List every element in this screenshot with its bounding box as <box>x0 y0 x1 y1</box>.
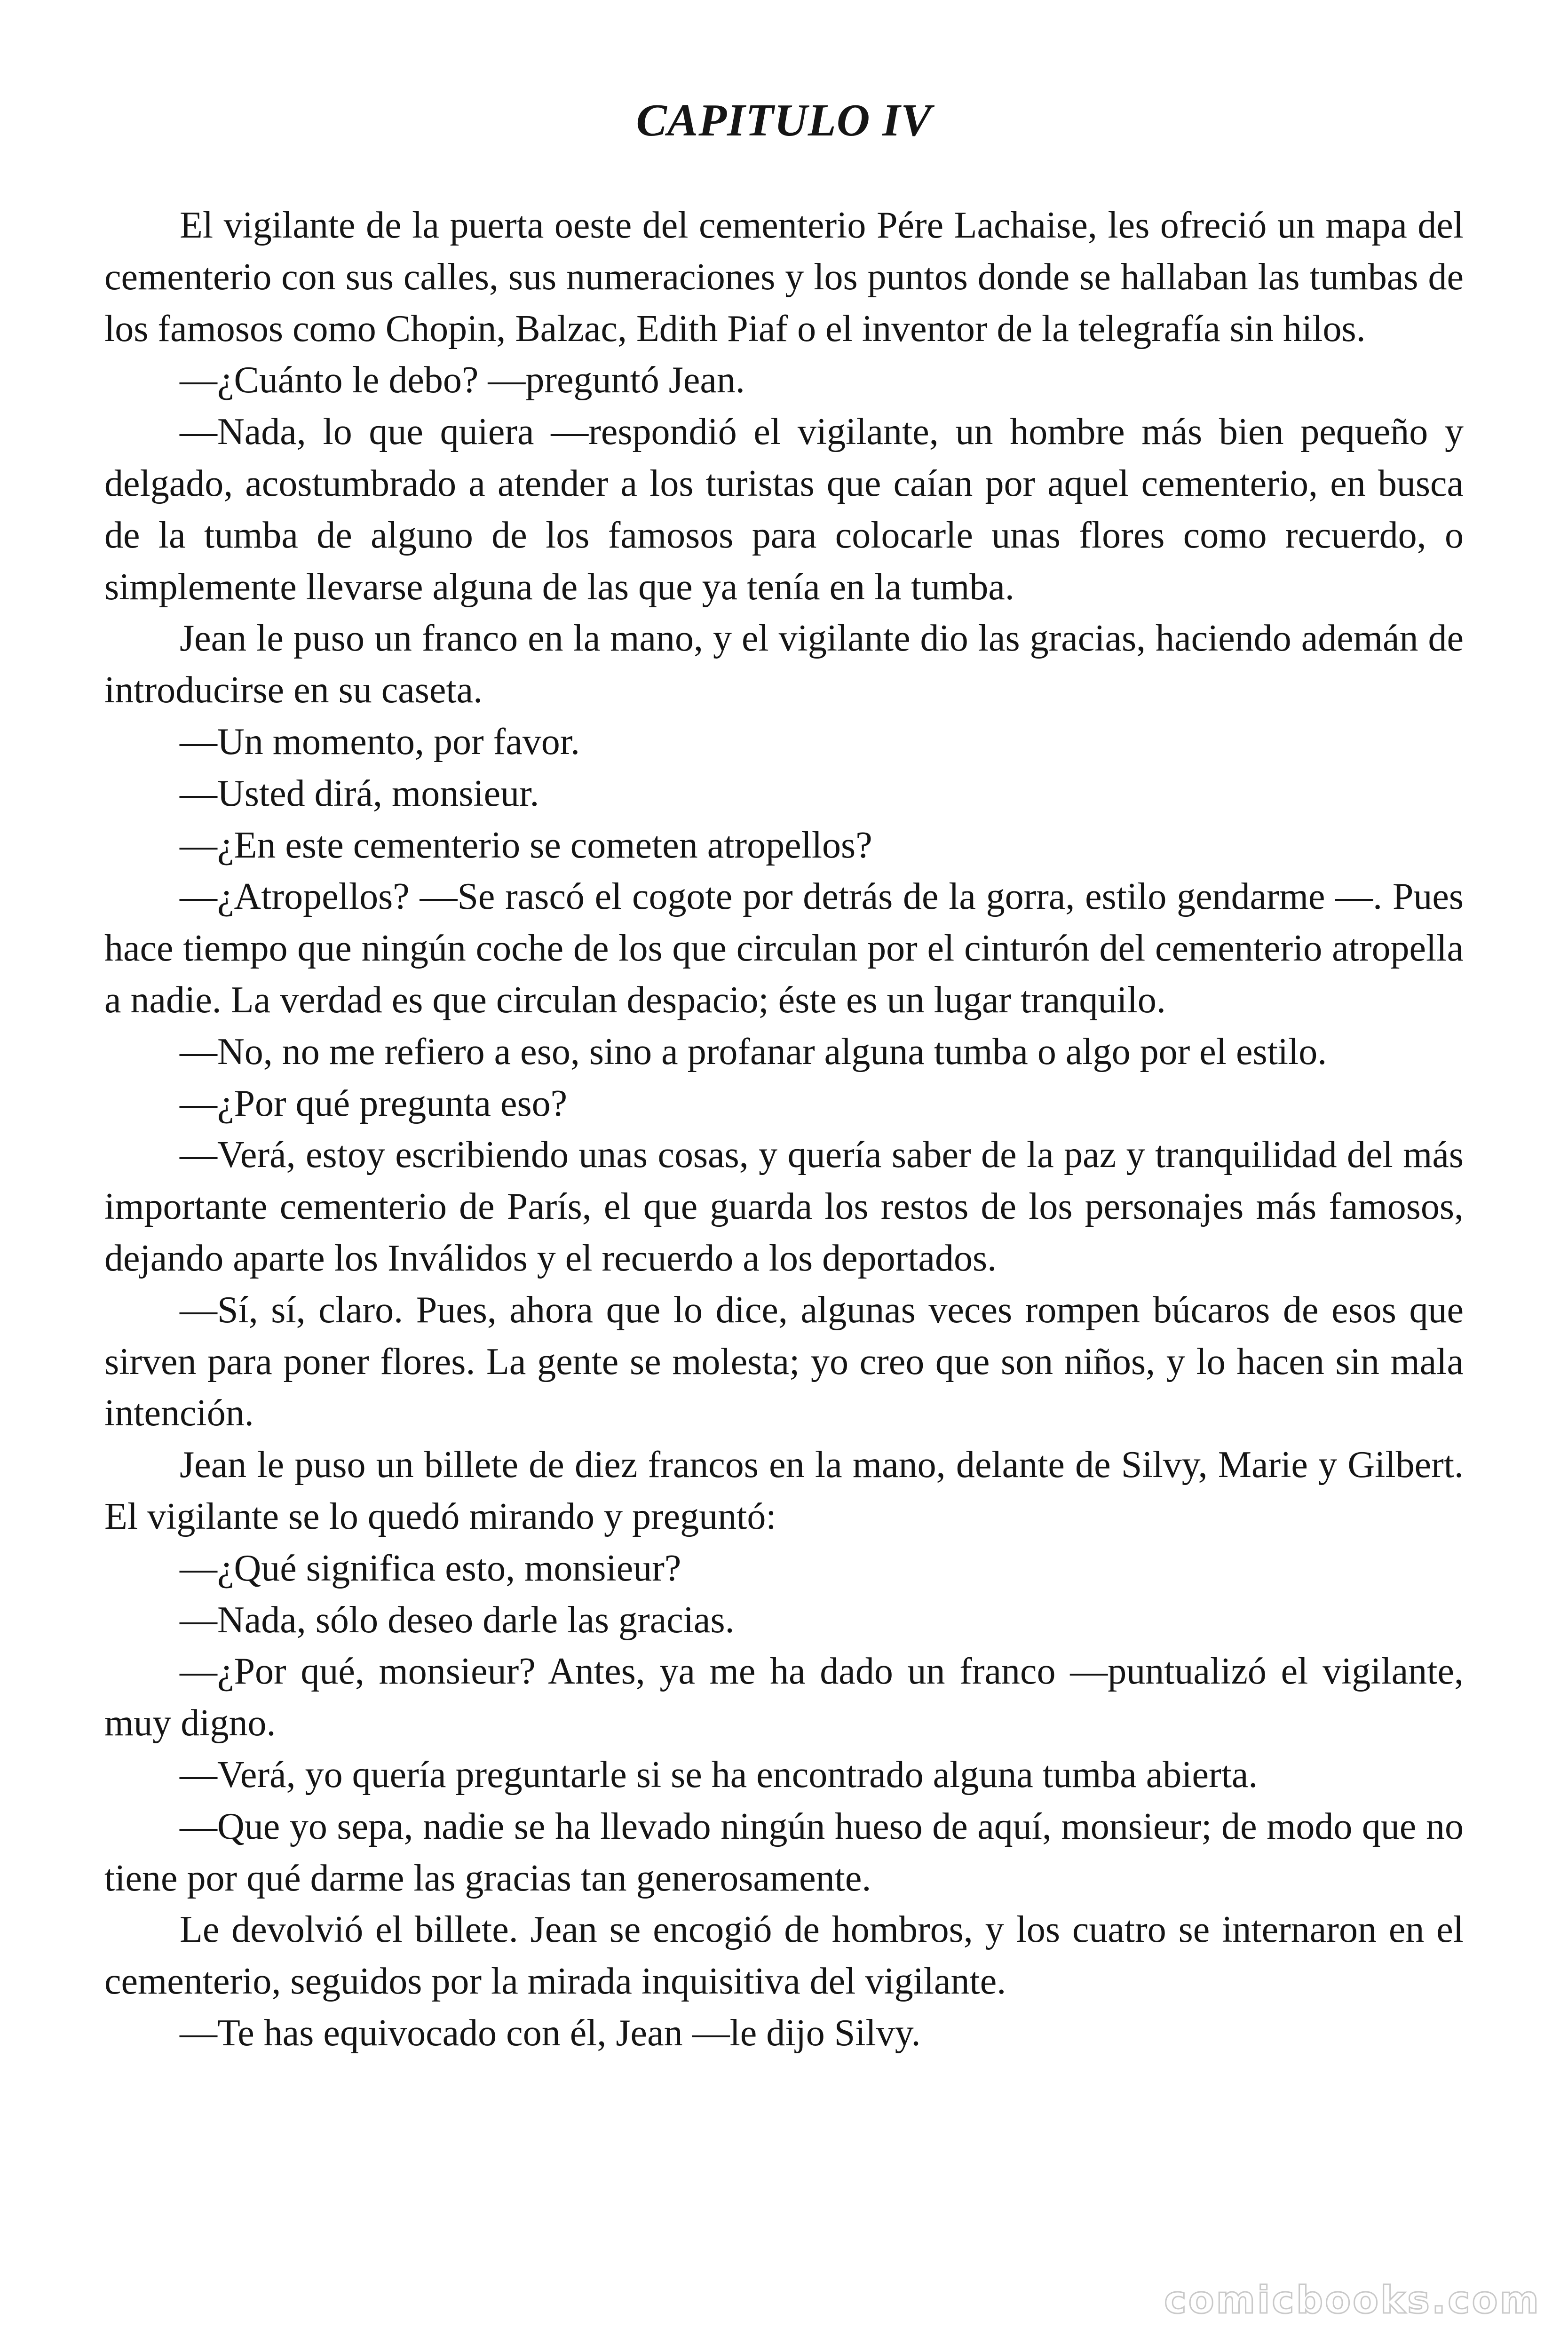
paragraph: —Nada, lo que quiera —respondió el vigilante, un hombre más bien pequeño y delgado, acostumbrado a atender a los turistas que caían por aquel cementerio, en busca de la tumba de alguno de los famosos para colocarle unas flores como recuerdo, o simplemente llevarse alguna de las que ya tenía en la tumba. <box>104 411 1464 608</box>
paragraph: —Verá, estoy escribiendo unas cosas, y quería saber de la paz y tranquilidad del más importante cementerio de París, el que guarda los restos de los personajes más famosos, dejando aparte los Inválidos y el recuerdo a los deportados. <box>104 1134 1464 1279</box>
paragraph: —¿En este cementerio se cometen atropellos? <box>180 824 872 866</box>
paragraph: —Sí, sí, claro. Pues, ahora que lo dice, algunas veces rompen búcaros de esos que sirven para poner flores. La gente se molesta; yo creo que son niños, y lo hacen sin mala intención. <box>104 1289 1464 1434</box>
paragraph: —Usted dirá, monsieur. <box>180 772 539 814</box>
paragraph: —¿Cuánto le debo? —preguntó Jean. <box>180 359 745 401</box>
paragraph: —No, no me refiero a eso, sino a profanar alguna tumba o algo por el estilo. <box>180 1031 1327 1073</box>
paragraph: El vigilante de la puerta oeste del cementerio Pére Lachaise, les ofreció un mapa del cementerio con sus calles, sus numeraciones y los puntos donde se hallaban las tumbas de los famosos como Chopin, Balzac, Edith Piaf o el inventor de la telegrafía sin hilos. <box>104 205 1464 350</box>
paragraph: Le devolvió el billete. Jean se encogió de hombros, y los cuatro se internaron en el cementerio, seguidos por la mirada inquisitiva del vigilante. <box>104 1909 1464 2002</box>
paragraph: —Verá, yo quería preguntarle si se ha encontrado alguna tumba abierta. <box>180 1754 1258 1796</box>
paragraph: —¿Por qué pregunta eso? <box>180 1082 568 1124</box>
paragraph: —¿Qué significa esto, monsieur? <box>180 1547 681 1589</box>
paragraph: Jean le puso un franco en la mano, y el vigilante dio las gracias, haciendo ademán de introducirse en su caseta. <box>104 618 1464 711</box>
chapter-body <box>104 200 1464 2059</box>
paragraph: —Un momento, por favor. <box>180 721 580 763</box>
paragraph: —¿Por qué, monsieur? Antes, ya me ha dado un franco —puntualizó el vigilante, muy digno. <box>104 1651 1464 1744</box>
paragraph: Jean le puso un billete de diez francos en la mano, delante de Silvy, Marie y Gilbert. El vigilante se lo quedó mirando y preguntó: <box>104 1444 1464 1537</box>
watermark: comicbooks.com <box>1164 2278 1541 2322</box>
paragraph: —¿Atropellos? —Se rascó el cogote por detrás de la gorra, estilo gendarme —. Pues hace tiempo que ningún coche de los que circulan por el cinturón del cementerio atropella a nadie. La verdad es que circulan despacio; éste es un lugar tranquilo. <box>104 876 1464 1021</box>
paragraph: —Que yo sepa, nadie se ha llevado ningún hueso de aquí, monsieur; de modo que no tiene por qué darme las gracias tan generosamente. <box>104 1805 1464 1899</box>
paragraph: —Te has equivocado con él, Jean —le dijo Silvy. <box>180 2012 921 2054</box>
paragraph: —Nada, sólo deseo darle las gracias. <box>180 1599 735 1641</box>
chapter-title: CAPITULO IV <box>636 95 932 146</box>
